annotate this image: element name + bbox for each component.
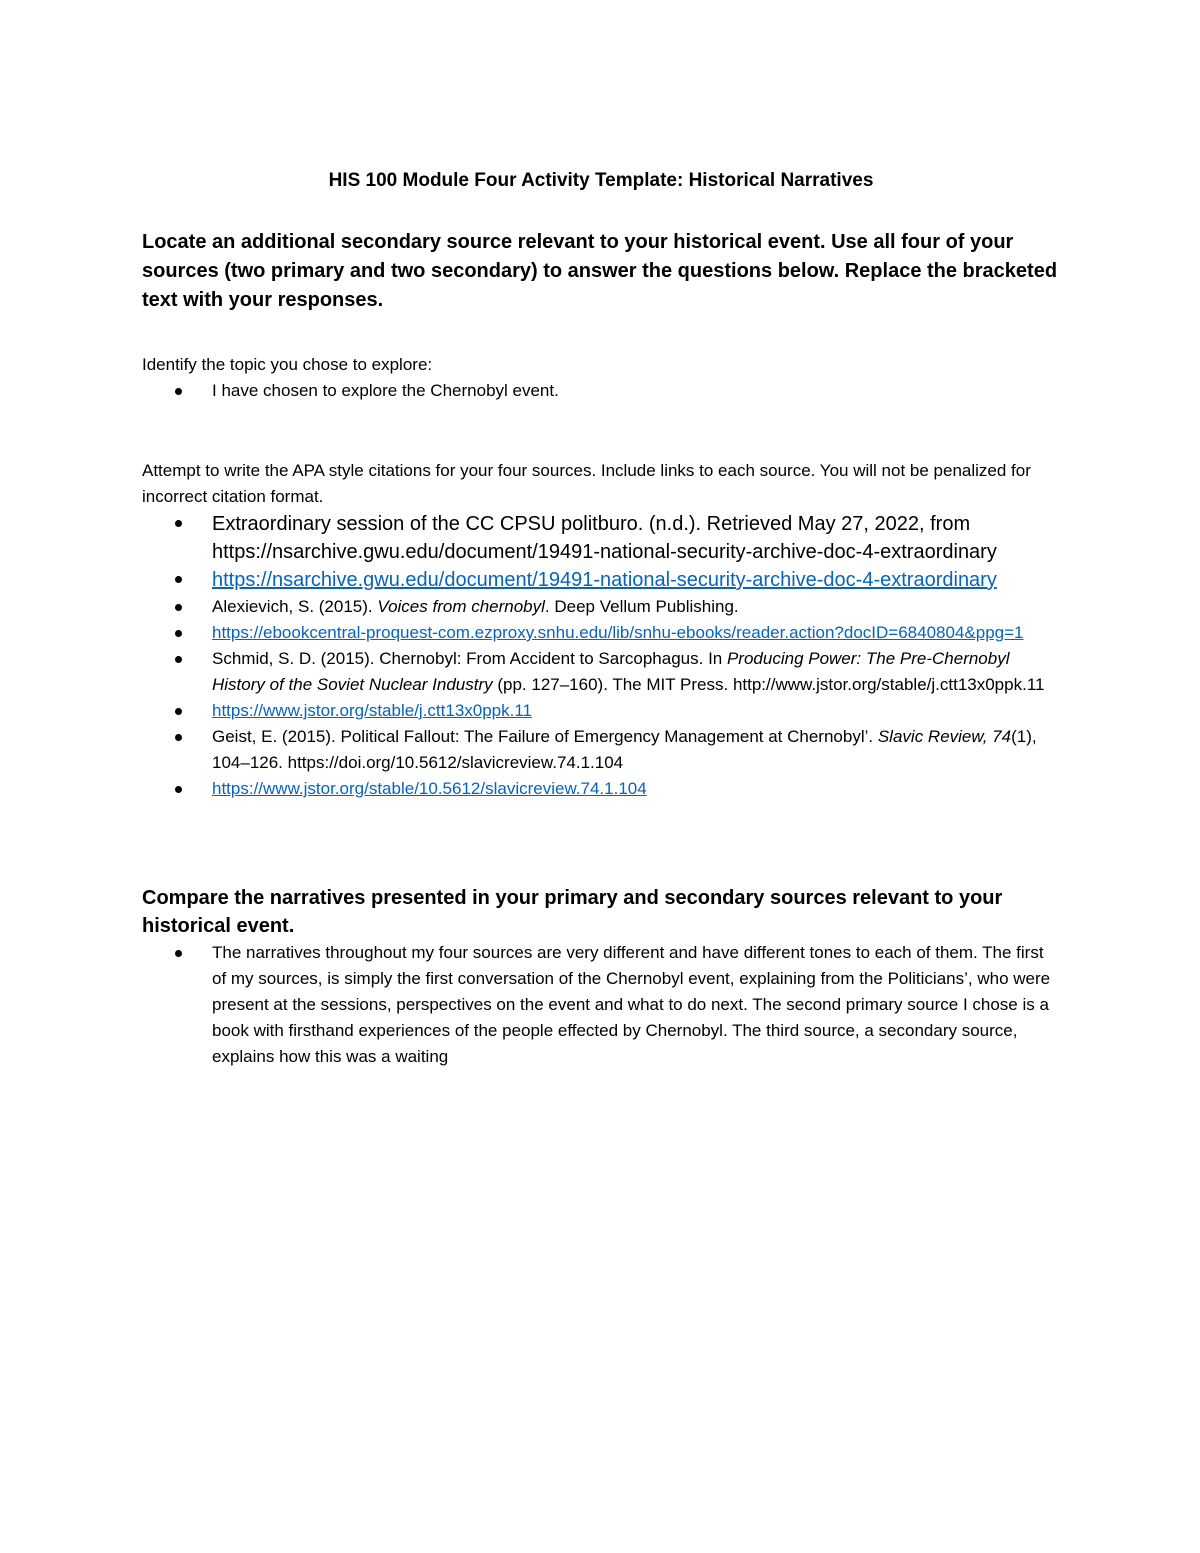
- source2-link[interactable]: https://ebookcentral-proquest-com.ezproxy.snhu.edu/lib/snhu-ebooks/reader.action?docID=6840804&ppg=1: [212, 623, 1024, 642]
- source1-link-item: [142, 566, 1060, 594]
- source3-citation-title: Producing Power: The Pre-Chernobyl History of the Soviet Nuclear Industry: [212, 649, 1010, 694]
- source4-link[interactable]: https://www.jstor.org/stable/10.5612/slavicreview.74.1.104: [212, 779, 647, 798]
- source4-citation-journal: Slavic Review, 74: [877, 727, 1012, 746]
- source3-link[interactable]: https://www.jstor.org/stable/j.ctt13x0ppk.11: [212, 701, 533, 720]
- source3-citation-author: Schmid, S. D. (2015). Chernobyl: From Accident to Sarcophagus. In: [212, 649, 727, 668]
- source3-list: [142, 646, 1060, 724]
- source1-citation: Extraordinary session of the CC CPSU politburo. (n.d.). Retrieved May 27, 2022, from https://nsarchive.gwu.edu/document/19491-national-security-archive-doc-4-extraordinary: [142, 510, 1060, 566]
- source1-list: [142, 510, 1060, 594]
- source4-citation-author: Geist, E. (2015). Political Fallout: The Failure of Emergency Management at Chernobyl’.: [212, 727, 878, 746]
- topic-list: [142, 378, 1060, 404]
- source4-list: [142, 724, 1060, 802]
- document-title: HIS 100 Module Four Activity Template: Historical Narratives: [328, 170, 874, 191]
- source3-citation-publisher: (pp. 127–160). The MIT Press. http://www.jstor.org/stable/j.ctt13x0ppk.11: [492, 675, 1045, 694]
- source1-link[interactable]: https://nsarchive.gwu.edu/document/19491-national-security-archive-doc-4-extraordinary: [212, 569, 997, 591]
- citation-prompt: Attempt to write the APA style citations for your four sources. Include links to each source. You will not be penalized for incorrect citation format.: [142, 461, 1031, 506]
- source4-citation: [142, 724, 1060, 776]
- source2-citation-author: Alexievich, S. (2015).: [212, 597, 378, 616]
- source2-link-item: [142, 620, 1060, 646]
- source2-citation-title: Voices from chernobyl: [377, 597, 545, 616]
- source3-citation: [142, 646, 1060, 698]
- compare-heading: Compare the narratives presented in your primary and secondary sources relevant to your historical event.: [142, 887, 1003, 937]
- topic-prompt: Identify the topic you chose to explore:: [142, 355, 433, 374]
- instructions-text: Locate an additional secondary source relevant to your historical event. Use all four of your sources (two primary and two secondary) to answer the questions below. Replace the bracketed text with your responses.: [142, 231, 1058, 311]
- source3-link-item: [142, 698, 1060, 724]
- source4-link-item: [142, 776, 1060, 802]
- compare-list: [142, 940, 1060, 1070]
- topic-answer: I have chosen to explore the Chernobyl event.: [142, 378, 1060, 404]
- source4-citation-pages: (1), 104–126. https://doi.org/10.5612/slavicreview.74.1.104: [212, 727, 1037, 772]
- source2-citation: [142, 594, 1060, 620]
- source2-citation-publisher: . Deep Vellum Publishing.: [544, 597, 739, 616]
- source2-list: [142, 594, 1060, 646]
- compare-answer: The narratives throughout my four sources are very different and have different tones to each of them. The first of my sources, is simply the first conversation of the Chernobyl event, explaining from the Politicians’, who were present at the sessions, perspectives on the event and what to do next. The second primary source I chose is a book with firsthand experiences of the people effected by Chernobyl. The third source, a secondary source, explains how this was a waiting: [142, 940, 1060, 1070]
